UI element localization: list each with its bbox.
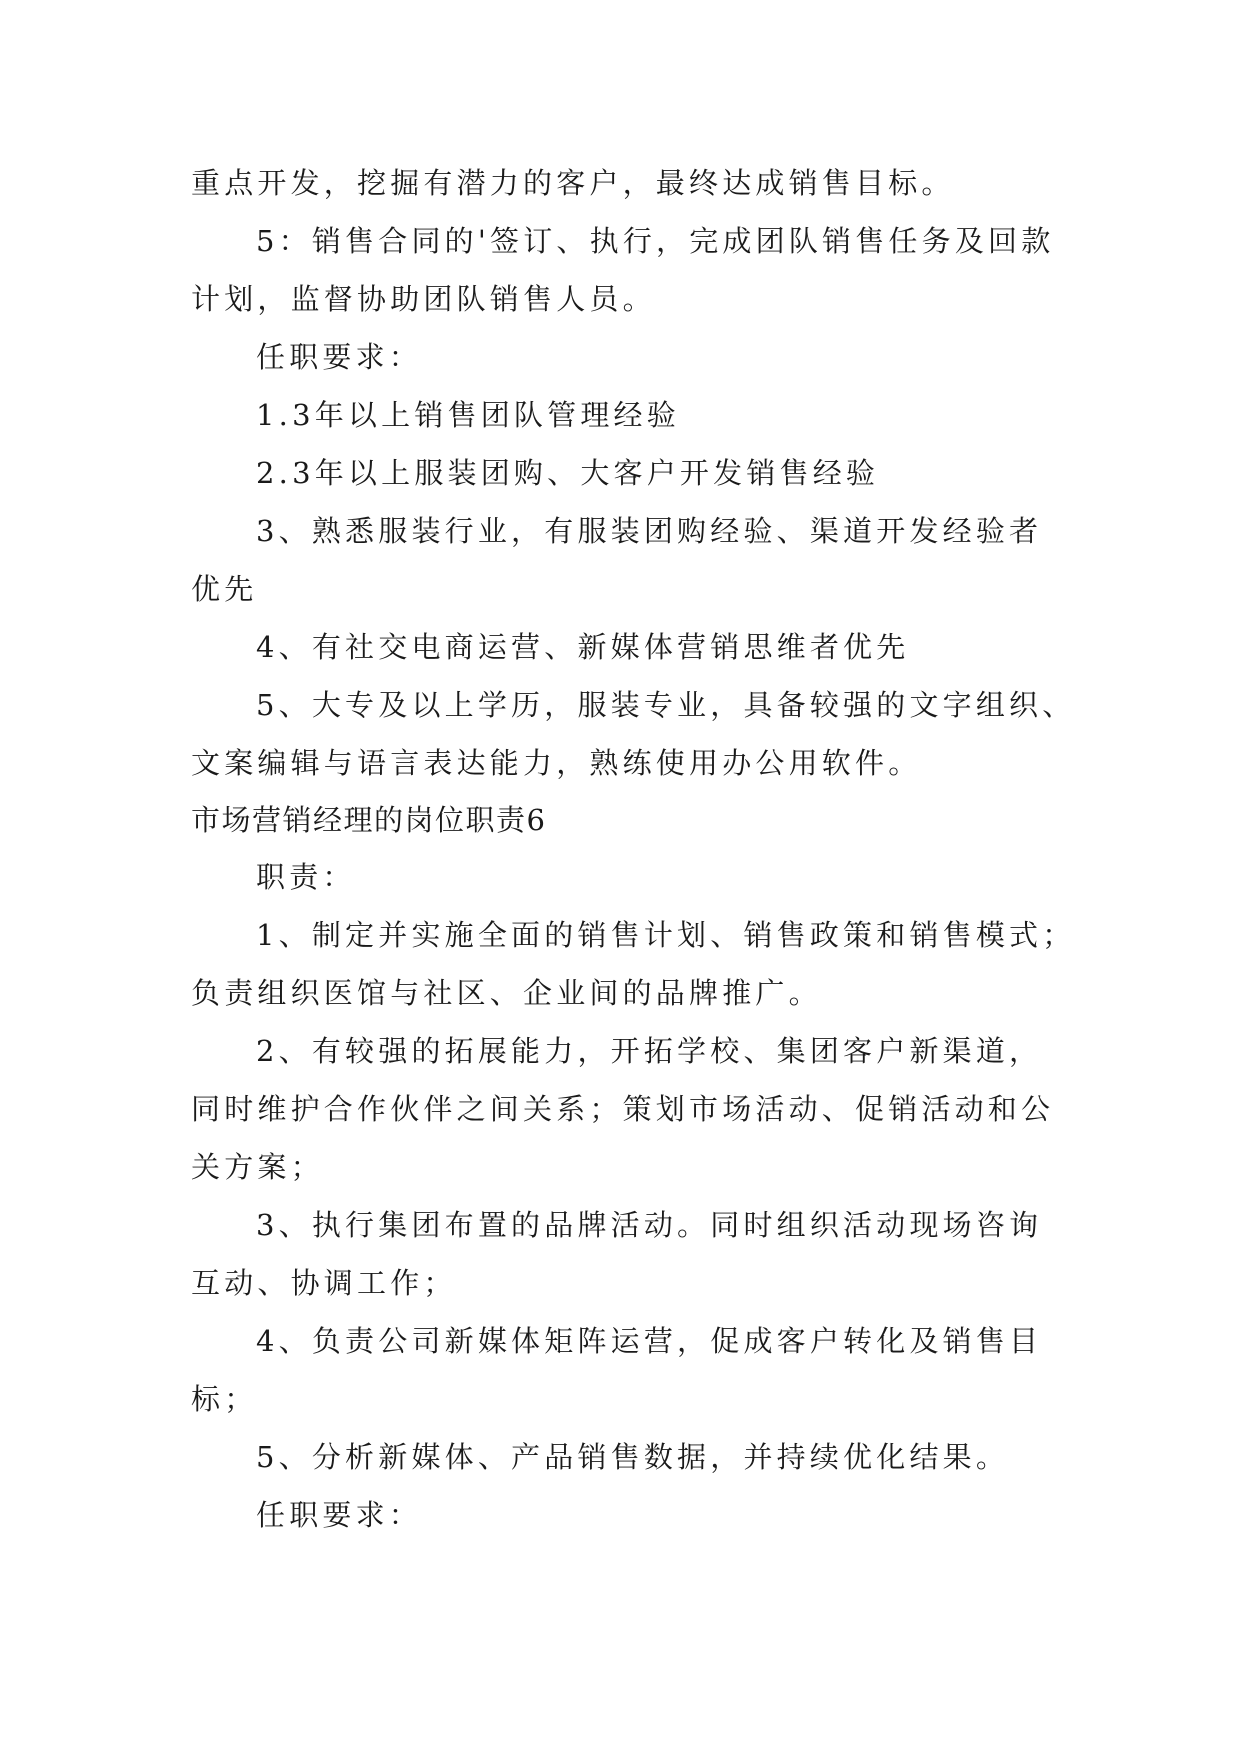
body-line-continuation: 标； bbox=[191, 1382, 258, 1416]
body-line-continuation: 同时维护合作伙伴之间关系；策划市场活动、促销活动和公 bbox=[191, 1092, 1055, 1126]
duty-item-1: 1、制定并实施全面的销售计划、销售政策和销售模式； bbox=[256, 918, 1076, 952]
duty-item-4: 4、负责公司新媒体矩阵运营，促成客户转化及销售目 bbox=[256, 1324, 1043, 1358]
body-line-continuation: 优先 bbox=[191, 572, 258, 606]
duty-item-3: 3、执行集团布置的品牌活动。同时组织活动现场咨询 bbox=[256, 1208, 1043, 1242]
section-label-requirements: 任职要求： bbox=[256, 1498, 423, 1532]
body-line-continuation: 负责组织医馆与社区、企业间的品牌推广。 bbox=[191, 976, 822, 1010]
duty-item-2: 2、有较强的拓展能力，开拓学校、集团客户新渠道， bbox=[256, 1034, 1043, 1068]
requirement-item-3: 3、熟悉服装行业，有服装团购经验、渠道开发经验者 bbox=[256, 514, 1043, 548]
requirement-item-2: 2.3年以上服装团购、大客户开发销售经验 bbox=[256, 456, 880, 490]
requirement-item-4: 4、有社交电商运营、新媒体营销思维者优先 bbox=[256, 630, 910, 664]
body-line-continuation: 互动、协调工作； bbox=[191, 1266, 457, 1300]
body-paragraph-item-5: 5：销售合同的'签订、执行，完成团队销售任务及回款 bbox=[256, 224, 1055, 258]
document-body bbox=[191, 154, 1076, 1544]
body-line-continuation: 文案编辑与语言表达能力，熟练使用办公用软件。 bbox=[191, 746, 922, 780]
requirement-item-5: 5、大专及以上学历，服装专业，具备较强的文字组织、 bbox=[256, 688, 1076, 722]
body-line-continuation: 重点开发，挖掘有潜力的客户，最终达成销售目标。 bbox=[191, 166, 955, 200]
duty-item-5: 5、分析新媒体、产品销售数据，并持续优化结果。 bbox=[256, 1440, 1010, 1474]
section-label-duties: 职责： bbox=[256, 860, 356, 894]
section-label-requirements: 任职要求： bbox=[256, 340, 423, 374]
section-heading: 市场营销经理的岗位职责6 bbox=[191, 803, 547, 837]
body-line-continuation: 计划，监督协助团队销售人员。 bbox=[191, 282, 656, 316]
body-line-continuation: 关方案； bbox=[191, 1150, 324, 1184]
requirement-item-1: 1.3年以上销售团队管理经验 bbox=[256, 398, 680, 432]
